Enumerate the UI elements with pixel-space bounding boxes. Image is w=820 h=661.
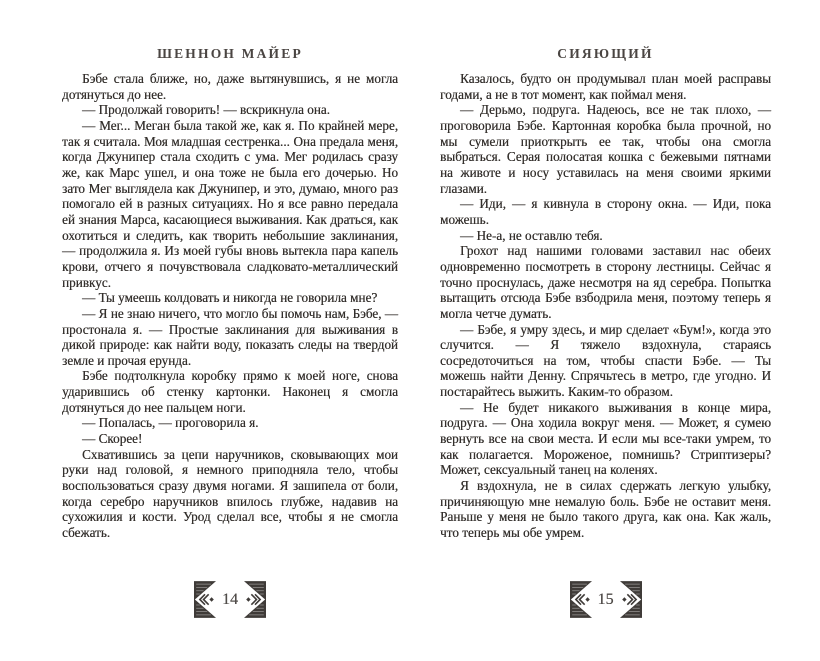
- running-head-author: ШЕННОН МАЙЕР: [157, 46, 303, 61]
- corner-ornament-icon: [620, 576, 642, 623]
- paragraph: — Бэбе, я умру здесь, и мир сделает «Бум!», когда это случится. — Я тяжело вздохнула, стараясь сосредоточиться на том, чтобы спасти Бэбе. — Ты можешь найти Денну. Спрячьтесь в метро, где угодно. И постарайтесь выжить. Каким-то образом.: [440, 321, 771, 400]
- paragraph: — Ты умеешь колдовать и никогда не говорила мне?: [82, 290, 378, 306]
- page-number-ornament-left-page: [194, 576, 266, 623]
- running-head-title: СИЯЮЩИЙ: [557, 46, 654, 61]
- paragraph: — Не-а, не оставлю тебя.: [460, 227, 603, 243]
- paragraph: — Скорее!: [82, 431, 143, 447]
- corner-ornament-icon: [244, 576, 266, 623]
- paragraph: — Иди, — я кивнула в сторону окна. — Иди, пока можешь.: [440, 196, 771, 227]
- paragraph: — Я не знаю ничего, что могло бы помочь нам, Бэбе, — простонала я. — Простые заклинания для выживания в дикой природе: как найти воду, показать следы на твердой земле и прочая ерунда.: [62, 305, 398, 368]
- paragraph: — Мег... Меган была такой же, как я. По крайней мере, так я считала. Моя младшая сестренка... Она предала меня, когда Джунипер стала сходить с ума. Мег родилась сразу же, как Марс ушел, и она тоже не была его дочерью. Но зато Мег выглядела как Джунипер, и это, думаю, много раз помогало ей в разных ситуациях. Но я все равно передала ей знания Марса, касающиеся выживания. Как драться, как охотиться и следить, как творить небольшие заклинания, — продолжила я. Из моей губы вновь вытекла пара капель крови, отчего я почувствовала сладковато-металлический привкус.: [62, 117, 398, 290]
- page-right: [440, 0, 771, 661]
- paragraph: — Попалась, — проговорила я.: [82, 415, 259, 431]
- page-number: 14: [222, 590, 238, 608]
- paragraph: Грохот над нашими головами заставил нас обеих одновременно посмотреть в сторону лестницы. Сейчас я точно проснулась, даже несмотря на яд серебра. Попытка вытащить отсюда Бэбе взбодрила меня, поэтому теперь я могла четче думать.: [440, 243, 771, 321]
- paragraph: — Не будет никакого выживания в конце мира, подруга. — Она ходила вокруг меня. — Может, я сумею вернуть все на свои места. И если мы все-таки умрем, то как полагается. Мороженое, помнишь? Стриптизеры? Может, сексуальный танец на коленях.: [440, 399, 771, 478]
- corner-ornament-icon: [194, 576, 216, 623]
- corner-ornament-icon: [570, 576, 592, 623]
- page-number-ornament-right-page: [570, 576, 642, 623]
- page-left-text: [62, 71, 398, 541]
- paragraph: Бэбе стала ближе, но, даже вытянувшись, я не могла дотянуться до нее.: [62, 71, 398, 102]
- paragraph: Казалось, будто он продумывал план моей расправы годами, а не в тот момент, как поймал меня.: [440, 71, 771, 102]
- paragraph: Я вздохнула, не в силах сдержать легкую улыбку, причиняющую мне немалую боль. Бэбе не оставит меня. Раньше у меня не было такого друга, как она. Как жаль, что теперь мы обе умрем.: [440, 478, 771, 541]
- page-number: 15: [597, 590, 614, 608]
- paragraph: Бэбе подтолкнула коробку прямо к моей ноге, снова ударившись об стенку картонки. Наконец я смогла дотянуться до нее пальцем ноги.: [62, 368, 398, 415]
- paragraph: — Продолжай говорить! — вскрикнула она.: [82, 102, 330, 118]
- page-left: [62, 0, 398, 661]
- paragraph: Схватившись за цепи наручников, сковывающих мои руки над головой, я немного приподняла тело, чтобы воспользоваться сразу двумя ногами. Я зашипела от боли, когда серебро наручников впилось глубже, надавив на сухожилия и кости. Урод сделал все, чтобы я не смогла сбежать.: [62, 446, 398, 541]
- paragraph: — Дерьмо, подруга. Надеюсь, все не так плохо, — проговорила Бэбе. Картонная коробка была прочной, но мы сумели приоткрыть ее так, чтобы она смогла выбраться. Серая полосатая кошка с бежевыми пятнами на животе и носу уставилась на меня своими яркими глазами.: [440, 102, 771, 196]
- page-right-text: [440, 71, 771, 541]
